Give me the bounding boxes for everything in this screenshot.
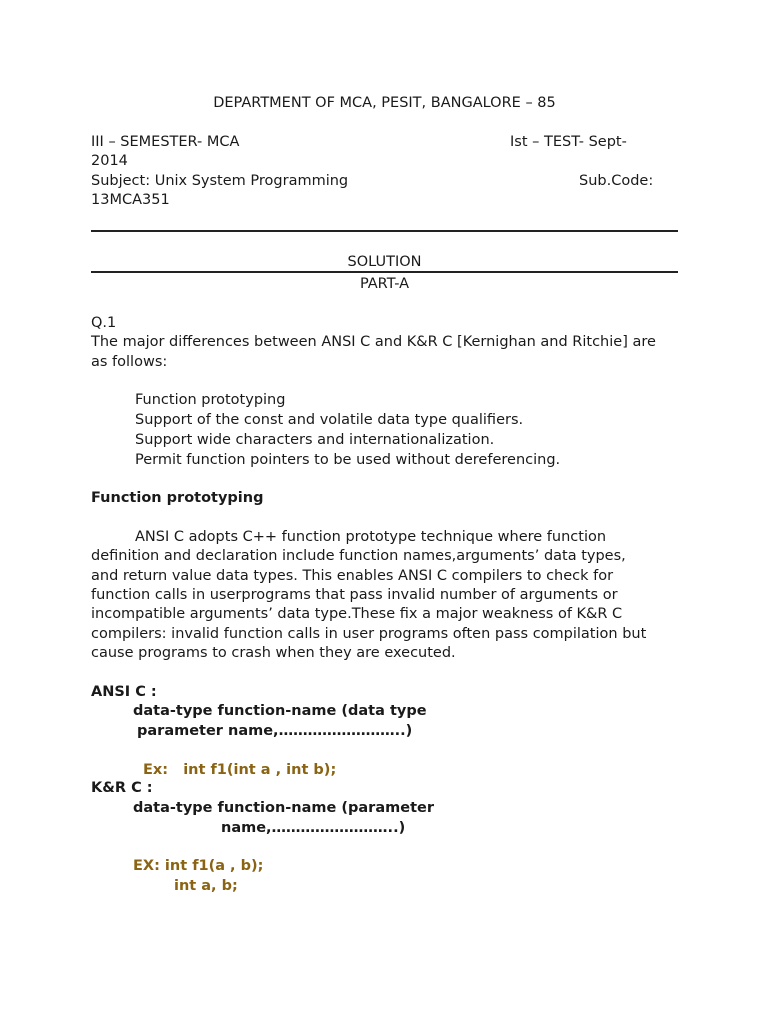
subject-label: Subject: Unix System Programming — [91, 173, 349, 189]
ansi-c-syntax: parameter name,……………………..) — [137, 723, 413, 739]
header-divider — [91, 230, 678, 232]
kr-c-heading: K&R C : — [91, 780, 153, 796]
department-title: DEPARTMENT OF MCA, PESIT, BANGALORE – 85 — [213, 95, 556, 111]
sub-code-label: Sub.Code: — [579, 173, 654, 189]
paragraph-line: incompatible arguments’ data type.These fix a major weakness of K&R C — [91, 606, 623, 622]
test-label: Ist – TEST- Sept- — [510, 134, 627, 150]
paragraph-line: definition and declaration include function names,arguments’ data types, — [91, 548, 626, 564]
kr-c-example: int a, b; — [174, 878, 238, 894]
part-title: PART-A — [359, 276, 410, 292]
kr-c-syntax: data-type function-name (parameter — [133, 800, 434, 816]
solution-title: SOLUTION — [347, 254, 422, 270]
ansi-c-heading: ANSI C : — [91, 684, 157, 700]
paragraph-line: function calls in userprograms that pass invalid number of arguments or — [91, 587, 618, 603]
semester-label: III – SEMESTER- MCA — [91, 134, 240, 150]
solution-divider — [91, 271, 678, 273]
q1-intro-line: as follows: — [91, 354, 168, 370]
sub-code-value: 13MCA351 — [91, 192, 170, 208]
difference-item: Permit function pointers to be used without dereferencing. — [135, 452, 561, 468]
q1-intro-line: The major differences between ANSI C and K&R C [Kernighan and Ritchie] are — [91, 334, 656, 350]
question-label: Q.1 — [91, 315, 117, 331]
section-heading: Function prototyping — [91, 490, 264, 506]
test-year: 2014 — [91, 153, 128, 169]
ansi-c-example: Ex: int f1(int a , int b); — [143, 762, 337, 778]
paragraph-line: compilers: invalid function calls in user programs often pass compilation but — [91, 626, 647, 642]
paragraph-line: and return value data types. This enables ANSI C compilers to check for — [91, 568, 614, 584]
kr-c-example: EX: int f1(a , b); — [133, 858, 264, 874]
ansi-c-syntax: data-type function-name (data type — [133, 703, 427, 719]
paragraph-line: cause programs to crash when they are executed. — [91, 645, 456, 661]
kr-c-syntax: name,……………………..) — [221, 820, 406, 836]
difference-item: Support wide characters and internationalization. — [135, 432, 495, 448]
difference-item: Function prototyping — [135, 392, 286, 408]
difference-item: Support of the const and volatile data type qualifiers. — [135, 412, 524, 428]
paragraph-line: ANSI C adopts C++ function prototype technique where function — [135, 529, 607, 545]
